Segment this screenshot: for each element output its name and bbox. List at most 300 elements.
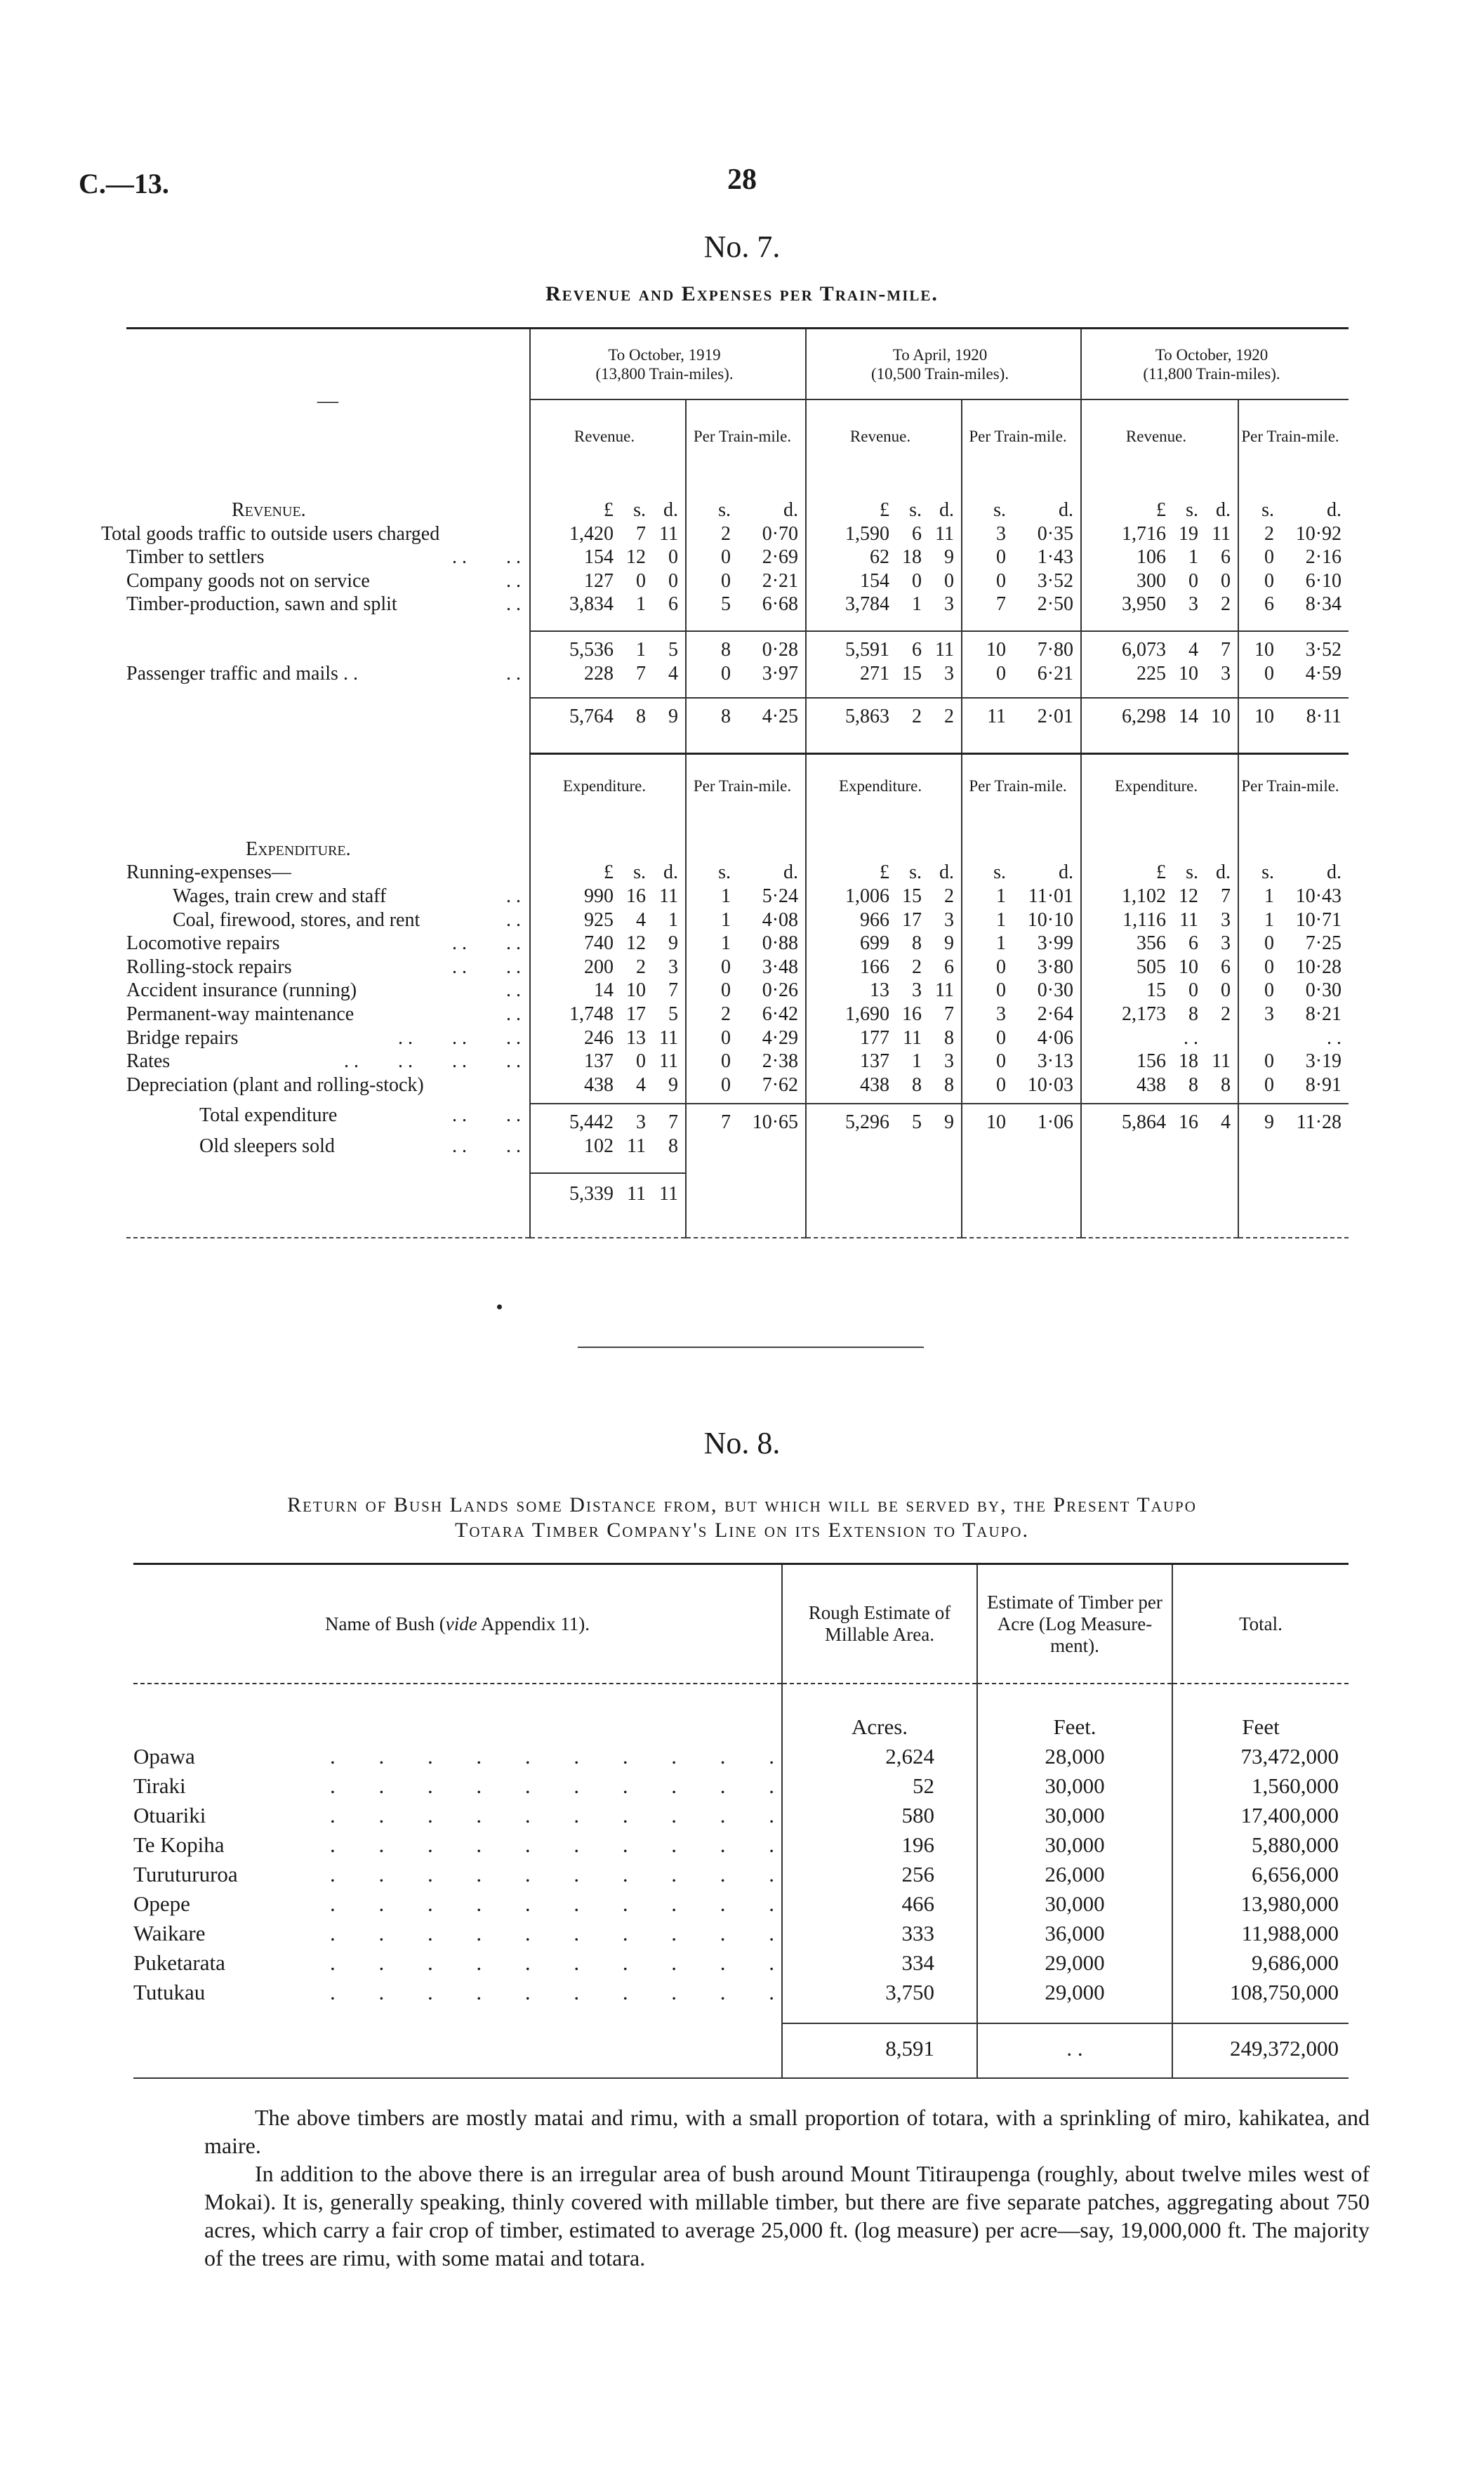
- spacer: [1081, 685, 1238, 698]
- period-train-miles: (10,500 Train-miles).: [870, 364, 1009, 383]
- shillings-value: 6: [1264, 593, 1275, 616]
- shillings-value: 0: [996, 569, 1007, 592]
- bush-name-cell: [133, 1860, 782, 1889]
- shillings-value: 0: [636, 569, 646, 592]
- pence-value: 3: [1221, 932, 1231, 955]
- pence-value: 5: [668, 1003, 678, 1025]
- pence-value: 7: [668, 979, 678, 1002]
- shillings-value: 2: [912, 706, 922, 728]
- row-label-cell: [126, 932, 530, 956]
- shillings-value: 3: [996, 522, 1007, 545]
- bush-name: Turutururoa: [133, 1862, 238, 1886]
- amount-cell: [1081, 908, 1238, 932]
- per-train-mile-cell: [962, 569, 1081, 593]
- pence-value: 4: [1221, 1111, 1231, 1134]
- pounds-value: 3,950: [1122, 593, 1167, 616]
- pound-unit: £: [604, 499, 614, 521]
- amount-cell: [1081, 593, 1238, 616]
- dot-leader: . . . . . . . . . .: [330, 1832, 774, 1857]
- amount-cell: [1081, 522, 1238, 546]
- units-cell: [962, 861, 1081, 885]
- spacer-row: [126, 1206, 1349, 1238]
- shillings-value: 4: [1188, 638, 1199, 661]
- revenue-column-header: Revenue.: [530, 399, 686, 472]
- dot-leader: . . . . . . . . . .: [330, 1744, 774, 1769]
- per-train-mile-cell: [962, 1104, 1081, 1135]
- dot-leader: . .: [506, 569, 521, 592]
- per-train-mile-cell: [686, 1003, 806, 1026]
- shillings-value: 6: [912, 522, 922, 545]
- shilling-unit: s.: [718, 861, 731, 884]
- pounds-value: 5,296: [845, 1111, 890, 1134]
- per-train-mile-cell: [1238, 1073, 1349, 1097]
- pence-value: 3·99: [1037, 932, 1074, 955]
- amount-cell: [806, 885, 962, 908]
- pounds-value: 154: [860, 569, 890, 592]
- pence-value: 10·03: [1027, 1073, 1074, 1096]
- spacer: [962, 729, 1081, 754]
- name-header-italic: vide: [445, 1613, 477, 1634]
- spacer: [1238, 685, 1349, 698]
- shillings-value: 10: [1254, 638, 1275, 661]
- pence-value: 2: [944, 885, 955, 907]
- units-cell: [1238, 861, 1349, 885]
- pounds-value: 966: [860, 908, 890, 931]
- shillings-value: 3: [912, 979, 922, 1002]
- shillings-value: 1: [996, 885, 1007, 907]
- per-train-mile-cell: [962, 593, 1081, 616]
- per-train-mile-cell: [1238, 932, 1349, 956]
- spacer: [530, 472, 686, 498]
- shillings-value: 0: [996, 979, 1007, 1002]
- pence-value: 7: [1221, 885, 1231, 907]
- shillings-value: 11: [903, 1026, 922, 1049]
- shillings-value: 16: [1179, 1111, 1199, 1134]
- shilling-unit: s.: [1261, 861, 1275, 884]
- pounds-value: 3,834: [569, 593, 614, 616]
- shillings-value: 1: [636, 593, 646, 616]
- units-cell: [686, 498, 806, 522]
- table-row: [126, 569, 1349, 593]
- total-value: 5,880,000: [1172, 1830, 1349, 1860]
- shillings-value: 0: [1264, 979, 1275, 1002]
- area-unit: Acres.: [782, 1684, 977, 1742]
- per-train-mile-cell: [1238, 662, 1349, 686]
- pence-value: 8: [668, 1135, 678, 1157]
- bush-name: Puketarata: [133, 1950, 225, 1975]
- pounds-value: 177: [860, 1026, 890, 1049]
- expenditure-column-header: Expenditure.: [806, 753, 962, 818]
- pence-value: 11: [659, 1026, 678, 1049]
- pence-value: 3·48: [762, 956, 799, 978]
- shilling-unit: s.: [1261, 499, 1275, 521]
- spacer: [530, 1158, 686, 1173]
- shilling-unit: s.: [633, 861, 646, 884]
- shillings-value: 10: [1179, 662, 1199, 685]
- total-area: 8,591: [782, 2023, 977, 2063]
- shillings-value: 5: [912, 1111, 922, 1134]
- spacer: [686, 729, 806, 754]
- shillings-value: 18: [1179, 1050, 1199, 1073]
- pence-value: 4: [668, 662, 678, 685]
- pence-value: 0: [1221, 979, 1231, 1002]
- bush-row: [133, 1889, 1349, 1919]
- pence-value: 2·69: [762, 546, 799, 569]
- table-8-title-line: Totara Timber Company's Line on its Extension to Taupo.: [455, 1519, 1029, 1542]
- row-label: Timber to settlers: [126, 546, 265, 569]
- amount-cell: [806, 908, 962, 932]
- shillings-value: 0: [721, 569, 731, 592]
- shilling-unit: s.: [718, 499, 731, 521]
- table-8-title-line: Return of Bush Lands some Distance from, but which will be served by, the Present Taupo: [287, 1493, 1197, 1516]
- bush-name-wrap: [133, 1978, 781, 2007]
- dot-leader: . . . . . . . . . .: [330, 1921, 774, 1945]
- bush-name-wrap: [133, 1801, 781, 1830]
- spacer: [977, 2063, 1172, 2078]
- spacer: [962, 1158, 1081, 1173]
- pence-value: 11: [1212, 1050, 1231, 1073]
- spacer: [126, 1097, 530, 1104]
- spacer: [133, 2063, 782, 2078]
- spacer: [686, 472, 806, 498]
- empty-cell: [530, 838, 686, 861]
- per-train-mile-cell: [686, 908, 806, 932]
- per-acre-value: 29,000: [977, 1948, 1172, 1978]
- pounds-value: 438: [860, 1073, 890, 1096]
- pence-value: 6·68: [762, 593, 799, 616]
- per-train-mile-cell: [686, 698, 806, 729]
- per-train-mile-cell: [686, 885, 806, 908]
- shillings-value: 7: [721, 1111, 731, 1134]
- per-train-mile-cell: [962, 1003, 1081, 1026]
- amount-cell: [806, 569, 962, 593]
- bush-row: [133, 1830, 1349, 1860]
- shillings-value: 1: [1188, 546, 1199, 569]
- units-row: [126, 498, 1349, 522]
- amount-cell: [806, 593, 962, 616]
- pence-value: 3: [944, 1050, 955, 1073]
- pence-value: 4·59: [1305, 662, 1342, 685]
- shillings-value: 8: [1188, 1003, 1199, 1025]
- bush-name: Waikare: [133, 1921, 206, 1945]
- pounds-value: 200: [584, 956, 614, 978]
- row-label-cell: [126, 662, 530, 686]
- row-label-cell: [126, 979, 530, 1003]
- name-header-end: Appendix 11).: [477, 1613, 590, 1634]
- units-cell: [1081, 498, 1238, 522]
- pence-value: 4·08: [762, 908, 799, 931]
- period-train-miles: (11,800 Train-miles).: [1143, 364, 1280, 383]
- amount-cell: [806, 1073, 962, 1097]
- shillings-value: 2: [1264, 522, 1275, 545]
- pence-value: 7·62: [762, 1073, 799, 1096]
- per-train-mile-cell: [1238, 956, 1349, 979]
- table-7-title: Revenue and Expenses per Train-mile.: [545, 282, 939, 305]
- per-train-mile-cell: [962, 956, 1081, 979]
- bush-name: Tiraki: [133, 1773, 186, 1798]
- row-label-cell: [126, 1073, 530, 1097]
- pence-value: 7: [668, 1111, 678, 1134]
- shillings-value: 1: [721, 908, 731, 931]
- pounds-value: 156: [1137, 1050, 1167, 1073]
- bush-name: Opawa: [133, 1744, 195, 1769]
- spacer: [962, 818, 1081, 838]
- shillings-value: 10: [986, 638, 1007, 661]
- shillings-value: 12: [626, 546, 646, 569]
- shillings-value: 2: [721, 1003, 731, 1025]
- row-label: Total goods traffic to outside users charged: [101, 522, 440, 545]
- pound-unit: £: [880, 861, 890, 884]
- period-header: [1081, 329, 1349, 400]
- pence-value: 7·25: [1305, 932, 1342, 955]
- pence-value: 7: [944, 1003, 955, 1025]
- pounds-value: 154: [584, 546, 614, 569]
- amount-cell: [806, 1026, 962, 1050]
- spacer: [126, 616, 530, 631]
- shillings-value: 17: [902, 908, 922, 931]
- per-train-mile-cell: [962, 1173, 1081, 1206]
- spacer: [1172, 2007, 1349, 2023]
- per-train-mile-cell: [1238, 698, 1349, 729]
- amount-cell: [1081, 979, 1238, 1003]
- spacer: [1081, 616, 1238, 631]
- blank-header-cell: [126, 329, 530, 473]
- amount-cell: [1081, 1104, 1238, 1135]
- total-value: 9,686,000: [1172, 1948, 1349, 1978]
- spacer: [530, 616, 686, 631]
- section-separator: [578, 1347, 924, 1348]
- pence-value: 1·06: [1037, 1111, 1074, 1134]
- per-train-mile-cell: [686, 631, 806, 662]
- note-paragraph: The above timbers are mostly matai and rimu, with a small proportion of totara, with a sprinkling of miro, kahikatea, and maire.: [204, 2105, 1370, 2158]
- bush-name-wrap: [133, 1860, 781, 1889]
- empty-cell: [962, 838, 1081, 861]
- table-row: [126, 546, 1349, 569]
- shillings-value: 0: [636, 1050, 646, 1073]
- shillings-value: 0: [721, 1050, 731, 1073]
- dot-leader: . . . . . . . . . .: [330, 1980, 774, 2004]
- pounds-value: 62: [870, 546, 890, 569]
- pence-value: 3: [1221, 662, 1231, 685]
- pence-value: 4·06: [1037, 1026, 1074, 1049]
- table-row: [126, 979, 1349, 1003]
- bush-name: Opepe: [133, 1891, 190, 1916]
- row-label-cell: [126, 1003, 530, 1026]
- per-train-mile-cell: [1238, 885, 1349, 908]
- per-train-mile-cell: [962, 522, 1081, 546]
- per-train-mile-cell: [686, 1173, 806, 1206]
- dot-leader: . . . .: [452, 546, 521, 569]
- row-label: Locomotive repairs: [126, 932, 280, 955]
- pence-value: 8·11: [1306, 706, 1342, 728]
- notes: [204, 2103, 1370, 2272]
- shillings-value: 15: [902, 662, 922, 685]
- pounds-value: 127: [584, 569, 614, 592]
- per-train-mile-cell: [686, 569, 806, 593]
- area-value: 196: [782, 1830, 977, 1860]
- table-row: [126, 956, 1349, 979]
- pence-value: 2: [1221, 593, 1231, 616]
- pounds-value: 1,748: [569, 1003, 614, 1025]
- spacer: [1172, 2063, 1349, 2078]
- dot-leader: . . . .: [452, 956, 521, 978]
- dot-leader: . . . . . . . . . .: [330, 1950, 774, 1975]
- grand-total: 249,372,000: [1172, 2023, 1349, 2063]
- amount-cell: [1081, 1003, 1238, 1026]
- pounds-value: 102: [584, 1135, 614, 1157]
- pounds-value: 699: [860, 932, 890, 955]
- pence-unit: d.: [1216, 861, 1231, 884]
- shillings-value: 3: [996, 1003, 1007, 1025]
- spacer: [530, 1097, 686, 1104]
- per-acre-value: 36,000: [977, 1919, 1172, 1948]
- shillings-value: 0: [996, 546, 1007, 569]
- pounds-value: 5,339: [569, 1183, 614, 1205]
- shillings-value: 10: [1179, 956, 1199, 978]
- per-train-mile-cell: [686, 593, 806, 616]
- shillings-value: 0: [996, 1050, 1007, 1073]
- pence-value: 9: [944, 1111, 955, 1134]
- amount-cell: [1081, 932, 1238, 956]
- pence-value: 3: [944, 908, 955, 931]
- shillings-value: 5: [721, 593, 731, 616]
- per-acre-value: 30,000: [977, 1889, 1172, 1919]
- pence-unit: d.: [1216, 499, 1231, 521]
- per-train-mile-cell: [962, 698, 1081, 729]
- shillings-value: 3: [636, 1111, 646, 1134]
- spacer-row: [126, 818, 1349, 838]
- column-header-total: Total.: [1172, 1564, 1349, 1684]
- shillings-value: 8: [721, 638, 731, 661]
- shillings-value: 0: [721, 1073, 731, 1096]
- bush-name: Otuariki: [133, 1803, 206, 1827]
- per-train-mile-column-header: Per Train-mile.: [962, 753, 1081, 818]
- spacer: [1081, 1158, 1238, 1173]
- dot-leader: . . . . . .: [398, 1026, 521, 1049]
- pence-value: 6: [1221, 956, 1231, 978]
- pence-value: 11·01: [1028, 885, 1074, 907]
- pence-value: 3·19: [1305, 1050, 1342, 1073]
- per-train-mile-cell: [1238, 1026, 1349, 1050]
- amount-cell: [1081, 1073, 1238, 1097]
- amount-cell: [530, 662, 686, 686]
- row-label-cell: [126, 1135, 530, 1158]
- shillings-value: 15: [902, 885, 922, 907]
- shillings-value: 0: [721, 662, 731, 685]
- shillings-value: 11: [987, 706, 1007, 728]
- pence-value: 6·10: [1305, 569, 1342, 592]
- spacer: [962, 1206, 1081, 1238]
- amount-cell: [530, 522, 686, 546]
- shillings-value: 0: [912, 569, 922, 592]
- row-label: Depreciation (plant and rolling-stock): [126, 1073, 424, 1096]
- pounds-value: 990: [584, 885, 614, 907]
- row-label-cell: [126, 1104, 530, 1135]
- pence-value: 2: [1221, 1003, 1231, 1025]
- shillings-value: 18: [902, 546, 922, 569]
- spacer-row: [126, 729, 1349, 754]
- amount-cell: [1081, 631, 1238, 662]
- amount-cell: [530, 1135, 686, 1158]
- pounds-value: 246: [584, 1026, 614, 1049]
- pence-unit: d.: [1059, 499, 1074, 521]
- area-value: 256: [782, 1860, 977, 1889]
- total-per-acre: . .: [977, 2023, 1172, 2063]
- table-row: [126, 885, 1349, 908]
- table-row: [126, 1073, 1349, 1097]
- total-value: 17,400,000: [1172, 1801, 1349, 1830]
- dot-leader: . . . .: [452, 1135, 521, 1157]
- units-cell: [1238, 498, 1349, 522]
- table-row: [126, 593, 1349, 616]
- amount-cell: [530, 569, 686, 593]
- amount-cell: [806, 956, 962, 979]
- period-label: To April, 1920: [892, 345, 988, 364]
- shillings-value: 14: [1179, 706, 1199, 728]
- shillings-value: 7: [636, 522, 646, 545]
- spacer: [962, 472, 1081, 498]
- table-row: [126, 522, 1349, 546]
- pence-value: . .: [1327, 1026, 1342, 1049]
- pence-unit: d.: [939, 499, 955, 521]
- pence-value: 6·42: [762, 1003, 799, 1025]
- spacer: [126, 818, 530, 838]
- pounds-value: 1,102: [1122, 885, 1167, 907]
- spacer: [806, 1097, 962, 1104]
- pounds-value: 137: [584, 1050, 614, 1073]
- pence-value: 3: [1221, 908, 1231, 931]
- pence-unit: d.: [1059, 861, 1074, 884]
- shillings-value: 11: [1179, 908, 1199, 931]
- amount-cell: [530, 1026, 686, 1050]
- spacer: [1081, 1097, 1238, 1104]
- amount-cell: [1081, 1135, 1238, 1158]
- amount-cell: [806, 698, 962, 729]
- shillings-value: 12: [626, 932, 646, 955]
- pounds-value: 1,716: [1122, 522, 1167, 545]
- pence-value: 2·38: [762, 1050, 799, 1073]
- shillings-value: 8: [636, 706, 646, 728]
- amount-cell: [530, 698, 686, 729]
- row-label-cell: [126, 1173, 530, 1206]
- blank-header-cell: [126, 753, 530, 818]
- pence-value: 2·64: [1037, 1003, 1074, 1025]
- amount-cell: [1081, 1026, 1238, 1050]
- pence-value: 3: [668, 956, 678, 978]
- section-heading: Running-expenses—: [126, 861, 291, 884]
- pound-unit: £: [1156, 499, 1167, 521]
- spacer-row: [126, 1158, 1349, 1173]
- shillings-value: 17: [626, 1003, 646, 1025]
- pence-value: 0: [1221, 569, 1231, 592]
- per-train-mile-cell: [962, 546, 1081, 569]
- pence-value: 10·43: [1295, 885, 1342, 907]
- dot-leader: . . . . . . . . . .: [330, 1803, 774, 1827]
- shilling-unit: s.: [1186, 499, 1199, 521]
- pence-unit: d.: [1327, 499, 1342, 521]
- units-row: [126, 861, 1349, 885]
- row-label-cell: [126, 1026, 530, 1050]
- per-train-mile-cell: [962, 1026, 1081, 1050]
- pence-unit: d.: [783, 499, 799, 521]
- shillings-value: 8: [912, 932, 922, 955]
- per-train-mile-cell: [1238, 1050, 1349, 1073]
- spacer-row: [126, 1097, 1349, 1104]
- amount-cell: [806, 546, 962, 569]
- pence-value: 8: [944, 1073, 955, 1096]
- page-number: 28: [727, 164, 757, 196]
- shillings-value: 0: [721, 546, 731, 569]
